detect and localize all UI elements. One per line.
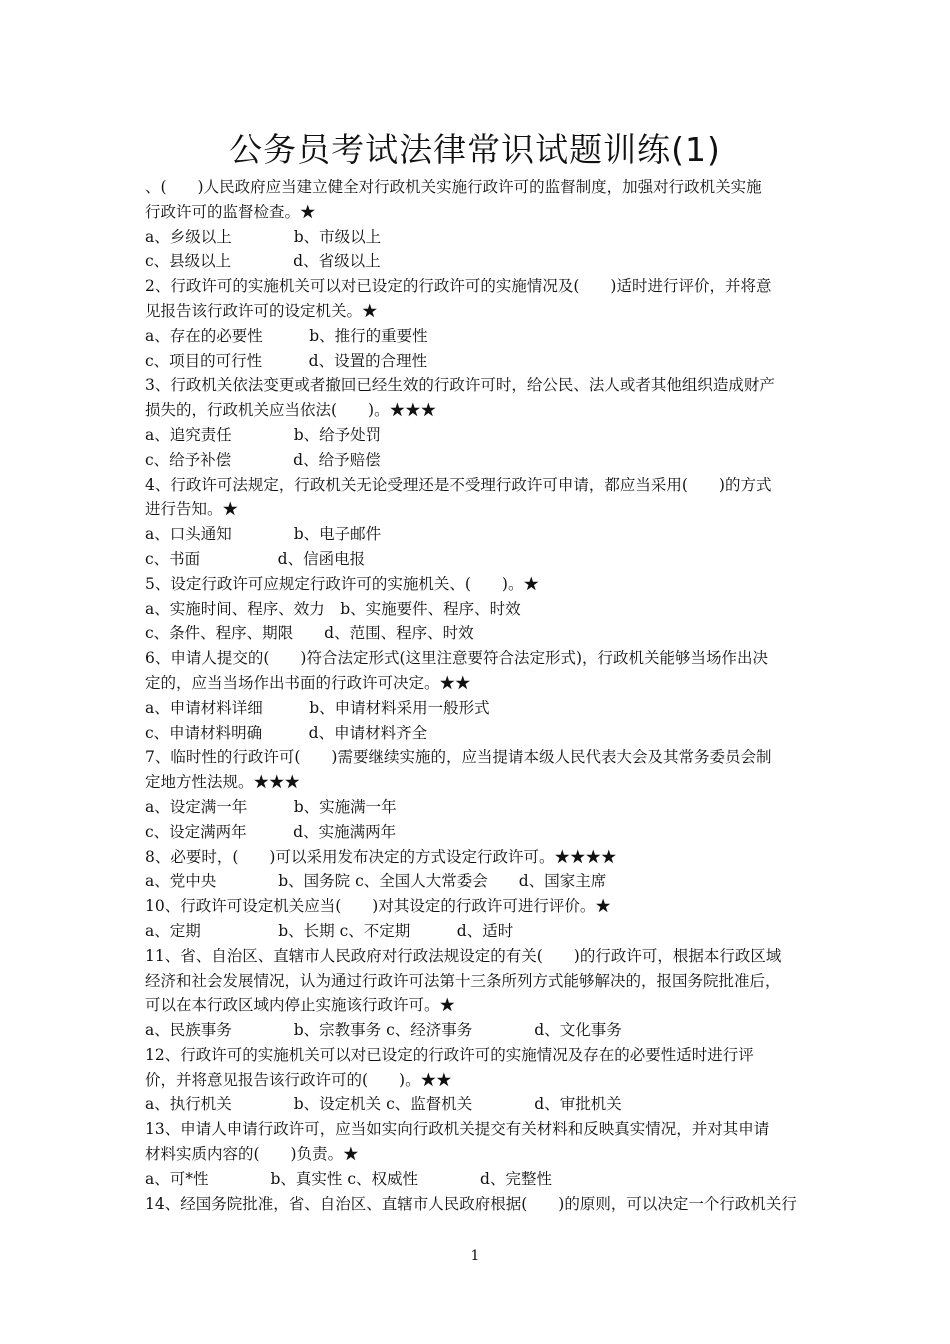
question-body: [145, 175, 817, 1216]
option-line: a、口头通知 b、电子邮件: [145, 525, 382, 544]
option-line: a、乡级以上 b、市级以上: [145, 227, 382, 246]
option-line: c、条件、程序、期限 d、范围、程序、时效: [145, 624, 474, 643]
text-line: 损失的，行政机关应当依法( )。★★★: [145, 401, 437, 420]
option-line: c、给予补偿 d、给予赔偿: [145, 450, 381, 469]
text-line: 定地方性法规。★★★: [145, 773, 301, 792]
option-line: a、民族事务 b、宗教事务 c、经济事务 d、文化事务: [145, 1021, 622, 1040]
option-line: a、可*性 b、真实性 c、权威性 d、完整性: [145, 1169, 552, 1188]
option-line: a、定期 b、长期 c、不定期 d、适时: [145, 921, 514, 940]
text-line: 14、经国务院批准，省、自治区、直辖市人民政府根据( )的原则，可以决定一个行政机关行: [145, 1194, 797, 1213]
document-title: 公务员考试法律常识试题训练(1): [229, 130, 721, 169]
text-line: 8、必要时，( )可以采用发布决定的方式设定行政许可。★★★★: [145, 847, 617, 866]
option-line: a、申请材料详细 b、申请材料采用一般形式: [145, 698, 490, 717]
option-line: a、存在的必要性 b、推行的重要性: [145, 326, 428, 345]
text-line: 10、行政许可设定机关应当( )对其设定的行政许可进行评价。★: [145, 897, 611, 916]
option-line: c、县级以上 d、省级以上: [145, 252, 381, 271]
option-line: a、执行机关 b、设定机关 c、监督机关 d、审批机关: [145, 1095, 622, 1114]
text-line: 6、申请人提交的( )符合法定形式(这里注意要符合法定形式)，行政机关能够当场作出决: [145, 649, 769, 668]
text-line: 13、申请人申请行政许可，应当如实向行政机关提交有关材料和反映真实情况，并对其申请: [145, 1120, 770, 1139]
text-line: 经济和社会发展情况，认为通过行政许可法第十三条所列方式能够解决的，报国务院批准后，: [145, 971, 781, 990]
option-line: a、追究责任 b、给予处罚: [145, 425, 382, 444]
text-line: 见报告该行政许可的设定机关。★: [145, 301, 378, 320]
text-line: 定的，应当当场作出书面的行政许可决定。★★: [145, 673, 471, 692]
option-line: c、设定满两年 d、实施满两年: [145, 822, 397, 841]
text-line: 2、行政许可的实施机关可以对已设定的行政许可的实施情况及( )适时进行评价，并将意: [145, 277, 772, 296]
option-line: a、党中央 b、国务院 c、全国人大常委会 d、国家主席: [145, 872, 607, 891]
text-line: 7、临时性的行政许可( )需要继续实施的，应当提请本级人民代表大会及其常务委员会制: [145, 748, 772, 767]
option-line: c、书面 d、信函电报: [145, 549, 366, 568]
option-line: a、实施时间、程序、效力 b、实施要件、程序、时效: [145, 599, 521, 618]
text-line: 行政许可的监督检查。★: [145, 202, 316, 221]
option-line: a、设定满一年 b、实施满一年: [145, 797, 397, 816]
text-line: 5、设定行政许可应规定行政许可的实施机关、( )。★: [145, 574, 539, 593]
text-line: 进行告知。★: [145, 500, 239, 519]
text-line: 价，并将意见报告该行政许可的( )。★★: [145, 1070, 452, 1089]
text-line: 可以在本行政区域内停止实施该行政许可。★: [145, 996, 456, 1015]
option-line: c、项目的可行性 d、设置的合理性: [145, 351, 428, 370]
text-line: 4、行政许可法规定，行政机关无论受理还是不受理行政许可申请，都应当采用( )的方式: [145, 475, 772, 494]
option-line: c、申请材料明确 d、申请材料齐全: [145, 723, 428, 742]
text-line: 、( )人民政府应当建立健全对行政机关实施行政许可的监督制度，加强对行政机关实施: [145, 178, 762, 196]
text-line: 11、省、自治区、直辖市人民政府对行政法规设定的有关( )的行政许可，根据本行政区域: [145, 946, 782, 965]
text-line: 材料实质内容的( )负责。★: [145, 1145, 359, 1164]
text-line: 3、行政机关依法变更或者撤回已经生效的行政许可时，给公民、法人或者其他组织造成财产: [145, 376, 775, 395]
text-line: 12、行政许可的实施机关可以对已设定的行政许可的实施情况及存在的必要性适时进行评: [145, 1045, 754, 1064]
page-number: 1: [470, 1248, 480, 1264]
